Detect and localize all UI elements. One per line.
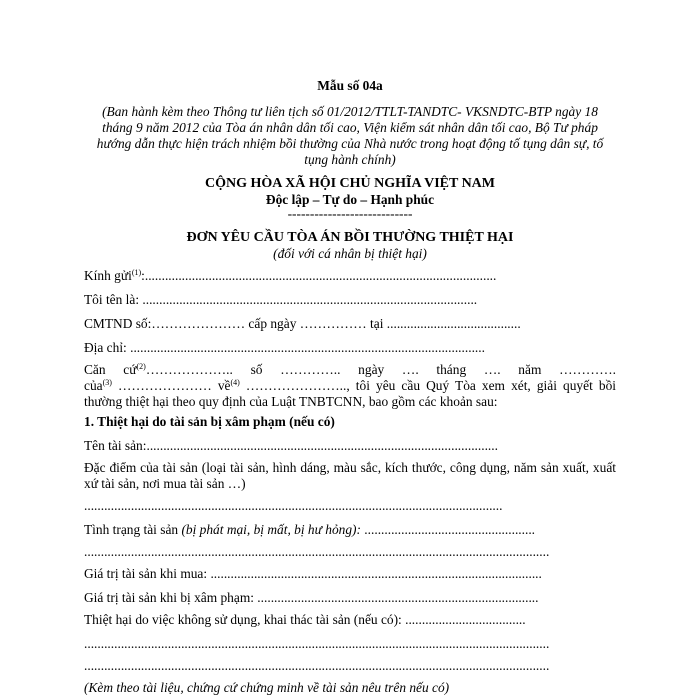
footnote-1: (1) bbox=[131, 268, 142, 277]
issue-date-label: cấp ngày bbox=[245, 316, 300, 331]
issued-line-3: hướng dẫn thực hiện trách nhiệm bồi thường của Nhà nước trong hoạt động tố tụng dân sự, tố bbox=[96, 136, 604, 151]
footnote-4: (4) bbox=[230, 378, 240, 387]
address-line: Địa chỉ: .......................................................................................................... bbox=[84, 340, 485, 355]
issue-place-dots: ........................................ bbox=[386, 316, 521, 331]
basis-line-1 bbox=[84, 362, 616, 378]
issue-place-label: tại bbox=[366, 316, 387, 331]
dotted-line-c: ........................................................................................................................................... bbox=[84, 636, 550, 651]
basis-label: Căn cứ bbox=[84, 362, 137, 377]
recipient-label: Kính gửi bbox=[84, 268, 132, 283]
basis-request: ………………….., tôi yêu cầu Quý Tòa xem xét, giải quyết bồi bbox=[239, 378, 616, 393]
dotted-line-d: ........................................................................................................................................... bbox=[84, 658, 550, 673]
document-subtitle: (đối với cá nhân bị thiệt hại) bbox=[273, 246, 427, 261]
recipient-dots: :......................................................................................................... bbox=[141, 268, 497, 283]
asset-condition-label: Tình trạng tài sản bbox=[84, 522, 182, 537]
national-title: CỘNG HÒA XÃ HỘI CHỦ NGHĨA VIỆT NAM bbox=[204, 176, 495, 191]
basis-line-2 bbox=[84, 378, 616, 394]
asset-condition-hint: (bị phát mại, bị mất, bị hư hỏng): bbox=[181, 522, 361, 537]
footnote-3: (3) bbox=[102, 378, 112, 387]
basis-line-3: thường thiệt hại theo quy định của Luật TNBTCNN, bao gồm các khoản sau: bbox=[84, 394, 498, 409]
loss-of-use-line: Thiệt hại do việc không sử dụng, khai thác tài sản (nếu có): .................................... bbox=[84, 612, 526, 627]
id-card-label: CMTND số: bbox=[84, 316, 152, 331]
id-card-line bbox=[84, 316, 521, 332]
asset-name-line: Tên tài sản:......................................................................................................... bbox=[84, 438, 498, 453]
basis-about: ………………… về bbox=[111, 378, 231, 393]
dotted-line-b: ........................................................................................................................................... bbox=[84, 544, 550, 559]
applicant-name-line: Tôi tên là: .................................................................................................... bbox=[84, 292, 478, 307]
issued-line-2: tháng 9 năm 2012 của Tòa án nhân dân tối cao, Viện kiểm sát nhân dân tối cao, Bộ Tư pháp bbox=[102, 120, 598, 135]
issued-line-1: (Ban hành kèm theo Thông tư liên tịch số 01/2012/TTLT-TANDTC- VKSNDTC-BTP ngày 18 bbox=[102, 104, 598, 119]
issue-date-dots: …………… bbox=[299, 316, 367, 331]
section-1-heading: 1. Thiệt hại do tài sản bị xâm phạm (nếu có) bbox=[84, 414, 335, 429]
document-title: ĐƠN YÊU CẦU TÒA ÁN BỒI THƯỜNG THIỆT HẠI bbox=[186, 230, 514, 245]
dotted-line-a: ............................................................................................................................. bbox=[84, 498, 503, 513]
recipient-line bbox=[84, 268, 496, 284]
national-motto: Độc lập – Tự do – Hạnh phúc bbox=[265, 192, 435, 207]
asset-features-line-1: Đặc điểm của tài sản (loại tài sản, hình dáng, màu sắc, kích thước, công dụng, năm sản xuất, xuất bbox=[84, 460, 616, 475]
purchase-value-line: Giá trị tài sản khi mua: ................................................................................................... bbox=[84, 566, 542, 581]
attachment-note: (Kèm theo tài liệu, chứng cứ chứng minh về tài sản nêu trên nếu có) bbox=[84, 680, 450, 695]
form-number: Mẫu số 04a bbox=[317, 78, 383, 93]
asset-condition-line bbox=[84, 522, 535, 538]
footnote-2: (2) bbox=[136, 362, 146, 371]
asset-features-line-2: xứ tài sản, nơi mua tài sản …) bbox=[84, 476, 246, 491]
basis-dots: ……………….. số ………….. ngày …. tháng …. năm …………. bbox=[145, 362, 616, 377]
issued-line-4: tụng hành chính) bbox=[304, 152, 396, 167]
infringed-value-line: Giá trị tài sản khi bị xâm phạm: .................................................................................... bbox=[84, 590, 539, 605]
id-card-dots: ………………… bbox=[151, 316, 246, 331]
basis-of-label: của bbox=[84, 378, 103, 393]
asset-condition-dots: ................................................... bbox=[360, 522, 536, 537]
motto-divider: ---------------------------- bbox=[287, 206, 413, 221]
